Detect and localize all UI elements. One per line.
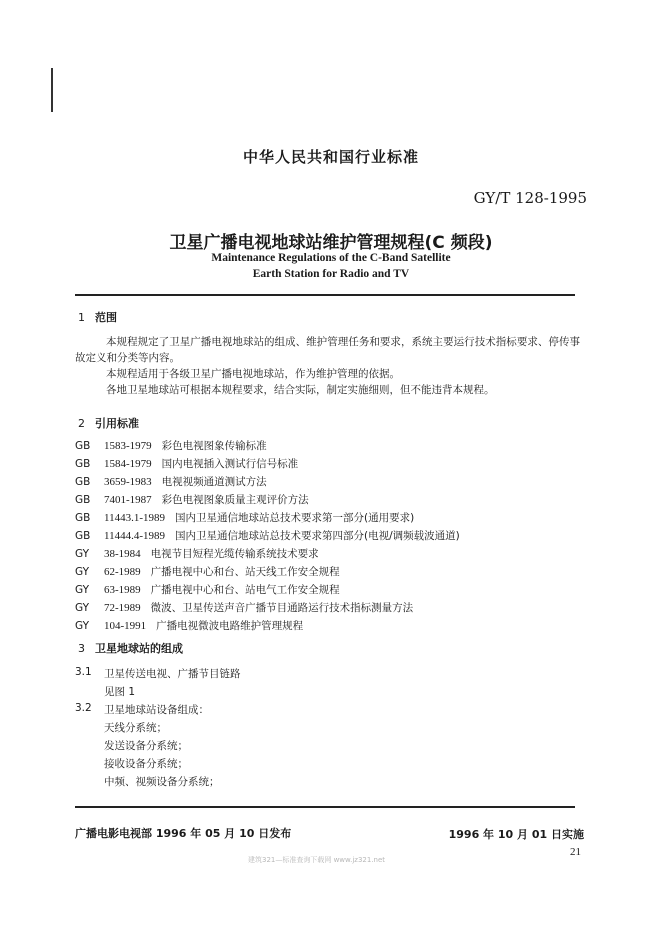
ref-code: 62-1989 (104, 566, 141, 578)
ref-title: 广播电视中心和台、站天线工作安全规程 (150, 566, 340, 578)
reference-item (75, 582, 340, 597)
ref-code: 11444.4-1989 (104, 530, 166, 542)
ref-prefix: GB (75, 512, 91, 524)
ref-prefix: GY (75, 602, 90, 614)
section-number: 1 (78, 311, 85, 324)
reference-item (75, 618, 303, 633)
clause-text: 中频、视频设备分系统； (104, 776, 220, 788)
ref-title: 微波、卫星传送声音广播节目通路运行技术指标测量方法 (150, 602, 414, 614)
ref-code: 3659-1983 (104, 476, 152, 488)
ref-prefix: GB (75, 476, 91, 488)
section-3-heading (78, 640, 183, 656)
section-title: 卫星地球站的组成 (95, 642, 183, 655)
clause-number: 3.2 (75, 702, 92, 714)
standard-category-title: 中华人民共和国行业标准 (242, 148, 419, 166)
footer-divider (75, 806, 575, 808)
section-number: 3 (78, 642, 85, 655)
section-1-body (75, 334, 580, 398)
section-title: 引用标准 (95, 417, 139, 430)
reference-item (75, 510, 414, 525)
ref-title: 国内卫星通信地球站总技术要求第一部分(通用要求) (175, 512, 415, 524)
reference-item (75, 492, 309, 507)
ref-title: 彩色电视图象传输标准 (161, 440, 267, 452)
ref-code: 11443.1-1989 (104, 512, 166, 524)
ref-prefix: GB (75, 440, 91, 452)
ref-title: 国内卫星通信地球站总技术要求第四部分(电视/调频载波通道) (175, 530, 460, 542)
section-number: 2 (78, 417, 85, 430)
ref-title: 国内电视插入测试行信号标准 (161, 458, 299, 470)
ref-prefix: GY (75, 620, 90, 632)
ref-prefix: GB (75, 530, 91, 542)
standard-number: GY/T 128-1995 (473, 189, 587, 207)
clause-text: 发送设备分系统； (104, 740, 188, 752)
binding-margin-line (51, 68, 53, 112)
ref-prefix: GB (75, 494, 91, 506)
ref-title: 彩色电视图象质量主观评价方法 (161, 494, 309, 506)
header-divider (75, 294, 575, 296)
ref-prefix: GY (75, 566, 90, 578)
reference-item (75, 600, 413, 615)
reference-item (75, 528, 460, 543)
watermark: 建筑321—标准查询下载网 www.jz321.net (248, 856, 386, 864)
clause-text: 接收设备分系统； (104, 758, 188, 770)
paragraph: 本规程适用于各级卫星广播电视地球站，作为维护管理的依据。 (106, 368, 400, 380)
ref-code: 7401-1987 (104, 494, 152, 506)
ref-code: 1584-1979 (104, 458, 152, 470)
ref-code: 104-1991 (104, 620, 147, 632)
section-1-heading (78, 309, 117, 325)
issuer-line: 广播电影电视部 1996 年 05 月 10 日发布 (75, 827, 292, 840)
ref-prefix: GY (75, 584, 90, 596)
document-title-en-line1: Maintenance Regulations of the C-Band Satellite (211, 252, 451, 264)
reference-item (75, 546, 319, 561)
document-title-cn: 卫星广播电视地球站维护管理规程(C 频段) (169, 233, 493, 253)
effective-date: 1996 年 10 月 01 日实施 (448, 828, 584, 841)
ref-title: 广播电视中心和台、站电气工作安全规程 (150, 584, 340, 596)
ref-code: 72-1989 (104, 602, 141, 614)
clause-number: 3.1 (75, 666, 92, 678)
ref-code: 38-1984 (104, 548, 141, 560)
clause-text: 见图 1 (104, 686, 136, 698)
reference-item (75, 564, 340, 579)
clause-text: 卫星地球站设备组成： (104, 704, 209, 716)
ref-title: 电视视频通道测试方法 (161, 476, 267, 488)
ref-prefix: GB (75, 458, 91, 470)
section-title: 范围 (95, 311, 117, 324)
reference-item (75, 438, 267, 453)
reference-item (75, 474, 267, 489)
document-title-en-line2: Earth Station for Radio and TV (252, 268, 410, 280)
ref-code: 63-1989 (104, 584, 141, 596)
clause-text: 天线分系统； (104, 722, 167, 734)
paragraph: 本规程规定了卫星广播电视地球站的组成、维护管理任务和要求，系统主要运行技术指标要求、停传事故定义和分类等内容。 (75, 336, 580, 364)
page-number: 21 (570, 846, 581, 858)
clause-text: 卫星传送电视、广播节目链路 (104, 668, 241, 680)
reference-item (75, 456, 298, 471)
ref-code: 1583-1979 (104, 440, 152, 452)
paragraph: 各地卫星地球站可根据本规程要求，结合实际，制定实施细则，但不能违背本规程。 (106, 384, 495, 396)
ref-prefix: GY (75, 548, 90, 560)
section-2-heading (78, 415, 139, 431)
ref-title: 广播电视微波电路维护管理规程 (156, 620, 304, 632)
ref-title: 电视节目短程光缆传输系统技术要求 (150, 548, 319, 560)
